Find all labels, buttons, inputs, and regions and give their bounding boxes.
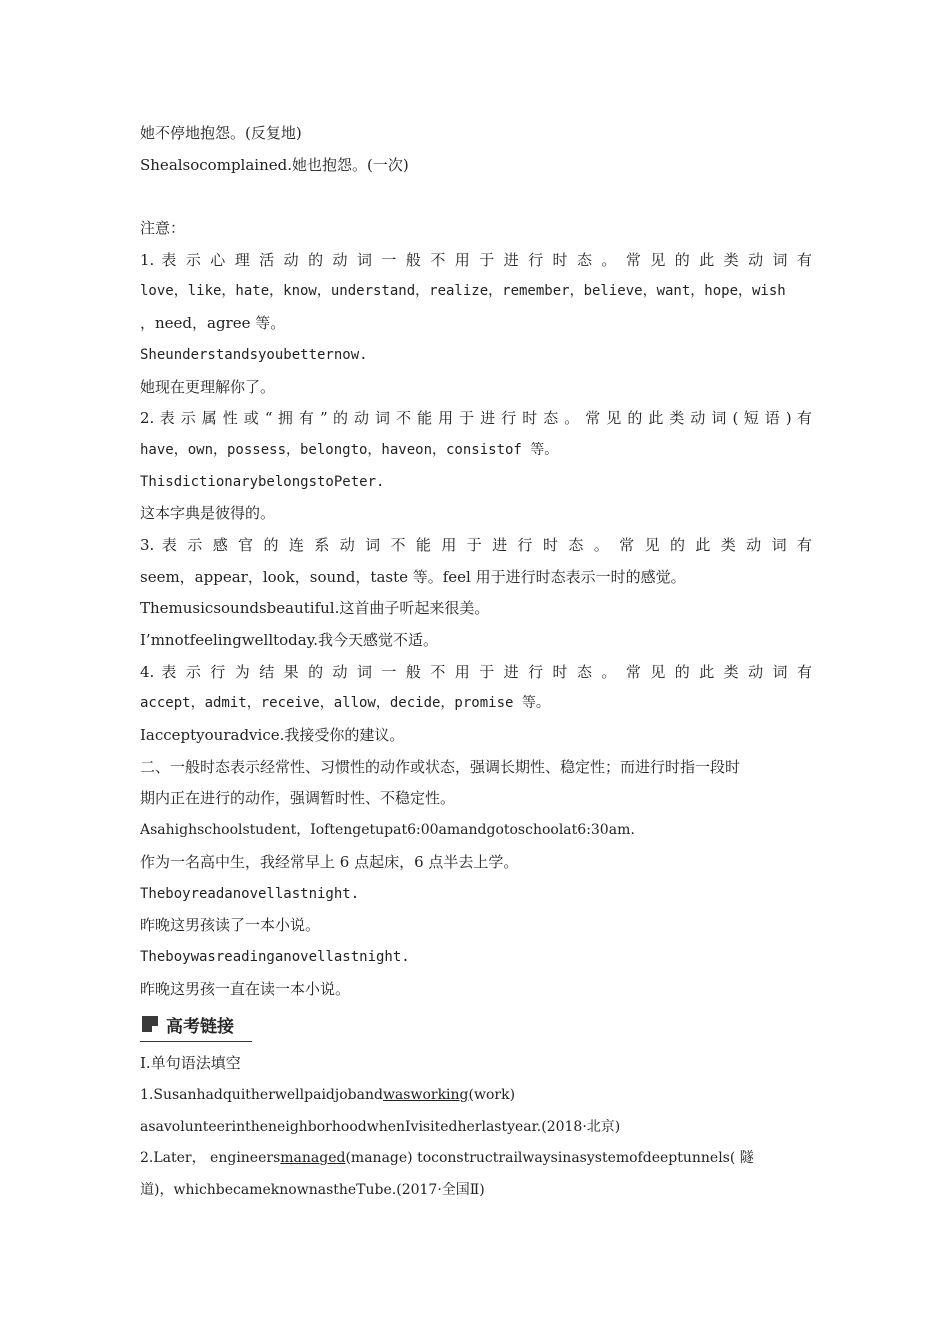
example-sentence: Iacceptyouradvice.我接受你的建议。 xyxy=(140,726,405,745)
question-2-answer: managed xyxy=(280,1150,346,1167)
section-title: 高考链接 xyxy=(166,1016,234,1037)
example-translation: 这本字典是彼得的。 xyxy=(140,504,276,523)
section-2-text: 二、一般时态表示经常性、习惯性的动作或状态，强调长期性、稳定性；而进行时指一段时 xyxy=(140,757,741,776)
rule-3-text: 3. 表 示 感 官 的 连 系 动 词 不 能 用 于 进 行 时 态 。 常 见 的 此 类 动 词 有 xyxy=(140,535,812,554)
rule-2-verbs: have，own，possess，belongto，haveon，consistof 等。 xyxy=(140,441,559,458)
rule-2-text: 2. 表 示 属 性 或 “ 拥 有 ” 的 动 词 不 能 用 于 进 行 时 态 。 常 见 的 此 类 动 词 ( 短 语 ) 有 xyxy=(140,409,812,428)
rule-3-verbs: seem，appear，look，sound，taste 等。feel 用于进行时态表示一时的感觉。 xyxy=(140,567,686,586)
example-sentence: Theboywasreadinganovellastnight. xyxy=(140,948,410,965)
rule-4-text: 4. 表 示 行 为 结 果 的 动 词 一 般 不 用 于 进 行 时 态 。 常 见 的 此 类 动 词 有 xyxy=(140,662,812,681)
example-sentence: Sheunderstandsyoubetternow. xyxy=(140,346,368,363)
example-sentence: ThisdictionarybelongstoPeter. xyxy=(140,473,385,490)
question-1-suffix: (work) xyxy=(468,1086,516,1103)
example-translation: 昨晚这男孩读了一本小说。 xyxy=(140,916,321,935)
question-1-prefix: 1.Susanhadquitherwellpaidjoband xyxy=(140,1086,383,1103)
question-2 xyxy=(140,1143,812,1175)
rule-4-verbs: accept，admit，receive，allow，decide，promise 等。 xyxy=(140,695,550,712)
rule-1-text: 1. 表 示 心 理 活 动 的 动 词 一 般 不 用 于 进 行 时 态 。 常 见 的 此 类 动 词 有 xyxy=(140,250,812,269)
question-2-prefix: 2.Later， engineers xyxy=(140,1150,281,1167)
text-line: Shealsocomplained.她也抱怨。(一次) xyxy=(140,155,409,174)
example-sentence: I’mnotfeelingwelltoday.我今天感觉不适。 xyxy=(140,631,438,649)
square-bullet-icon xyxy=(142,1016,158,1032)
example-sentence: Asahighschoolstudent，Ioftengetupat6:00amandgotoschoolat6:30am. xyxy=(140,822,635,839)
section-header xyxy=(140,1007,252,1042)
example-translation: 昨晚这男孩一直在读一本小说。 xyxy=(140,979,351,998)
question-1-answer: wasworking xyxy=(382,1086,469,1103)
section-2-text-cont: 期内正在进行的动作，强调暂时性、不稳定性。 xyxy=(140,789,456,808)
exercise-heading: Ⅰ.单句语法填空 xyxy=(140,1054,241,1073)
question-2-suffix: (manage) toconstructrailwaysinasystemofdeeptunnels( 隧 xyxy=(345,1150,754,1167)
note-label: 注意： xyxy=(140,219,186,238)
rule-1-verbs: love，like，hate，know，understand，realize，remember，believe，want，hope，wish xyxy=(140,283,786,300)
question-2-cont: 道)，whichbecameknownastheTube.(2017·全国Ⅱ) xyxy=(140,1182,485,1198)
example-sentence: Themusicsoundsbeautiful.这首曲子听起来很美。 xyxy=(140,599,490,618)
blank-line xyxy=(140,181,812,213)
question-1 xyxy=(140,1080,812,1112)
text-line: 她不停地抱怨。(反复地) xyxy=(140,124,302,142)
example-translation: 她现在更理解你了。 xyxy=(140,377,276,396)
question-1-cont: asavolunteerintheneighborhoodwhenIvisitedherlastyear.(2018·北京) xyxy=(140,1118,621,1135)
document-page xyxy=(140,118,812,1207)
example-translation: 作为一名高中生，我经常早上 6 点起床，6 点半去上学。 xyxy=(140,852,519,871)
example-sentence: Theboyreadanovellastnight. xyxy=(140,885,360,902)
rule-1-verbs-cont: ，need，agree 等。 xyxy=(140,314,286,333)
